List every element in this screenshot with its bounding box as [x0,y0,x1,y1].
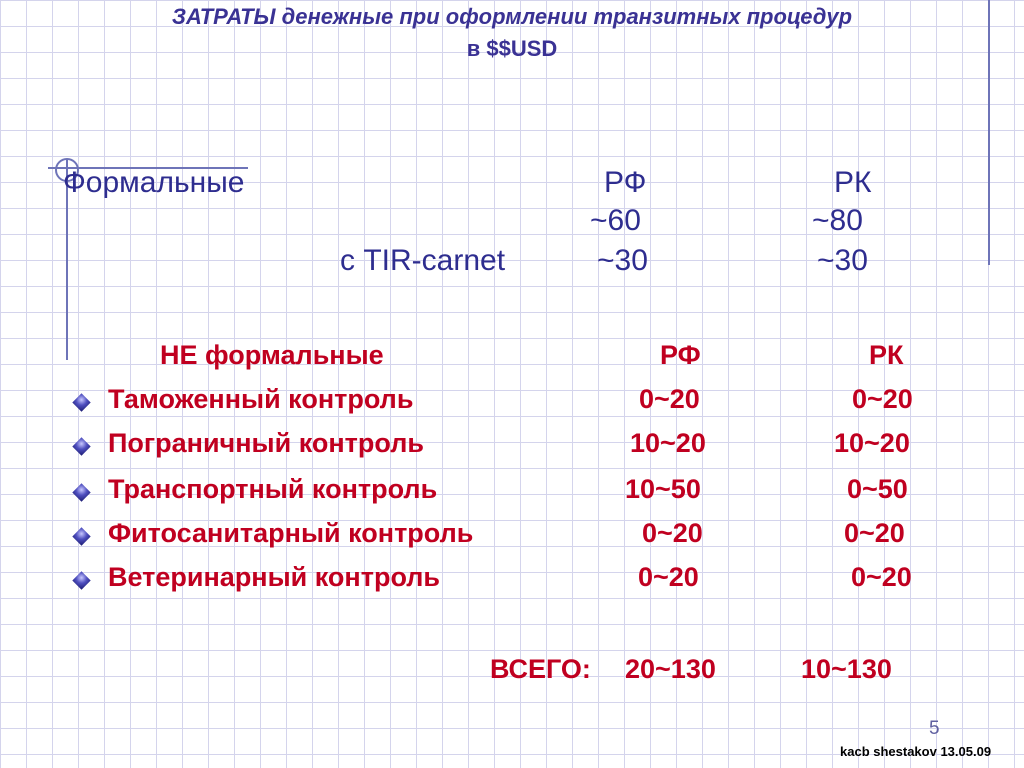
informal-row-name: Пограничный контроль [108,428,424,458]
tir-value-rf: ~30 [597,244,648,277]
informal-row-name: Таможенный контроль [108,384,414,414]
tir-carnet-label: с TIR-carnet [340,244,506,277]
slide-subtitle: в $$USD [466,36,558,61]
informal-row-rk: 10~20 [834,428,910,458]
diamond-bullet-icon [72,483,90,501]
formal-value-rk: ~80 [812,204,863,237]
formal-col-rf: РФ [604,166,647,199]
slide-title: ЗАТРАТЫ денежные при оформлении транзитных процедур [171,4,853,29]
informal-row-name: Транспортный контроль [108,474,438,504]
diamond-bullet-icon [72,393,90,411]
informal-row-rf: 0~20 [639,384,700,414]
informal-row-name: Фитосанитарный контроль [108,518,474,548]
total-rf: 20~130 [625,654,716,684]
tir-value-rk: ~30 [817,244,868,277]
informal-col-rf: РФ [660,340,701,370]
footer-author-date: kacb shestakov 13.05.09 [840,744,992,759]
informal-row-rf: 10~20 [630,428,706,458]
informal-row-rf: 0~20 [642,518,703,548]
diamond-bullet-icon [72,571,90,589]
page-number: 5 [929,718,940,739]
informal-row-rf: 10~50 [625,474,701,504]
diamond-bullet-icon [72,437,90,455]
formal-value-rf: ~60 [590,204,641,237]
informal-row-rk: 0~20 [844,518,905,548]
diamond-bullet-icon [72,527,90,545]
informal-row-name: Ветеринарный контроль [108,562,441,592]
informal-row-rf: 0~20 [638,562,699,592]
informal-col-rk: РК [869,340,904,370]
formal-label: Формальные [63,166,245,199]
informal-label: НЕ формальные [160,340,384,370]
total-rk: 10~130 [801,654,892,684]
informal-row-rk: 0~50 [847,474,908,504]
total-label: ВСЕГО: [490,654,591,684]
informal-row-rk: 0~20 [852,384,913,414]
formal-col-rk: РК [834,166,872,199]
informal-row-rk: 0~20 [851,562,912,592]
